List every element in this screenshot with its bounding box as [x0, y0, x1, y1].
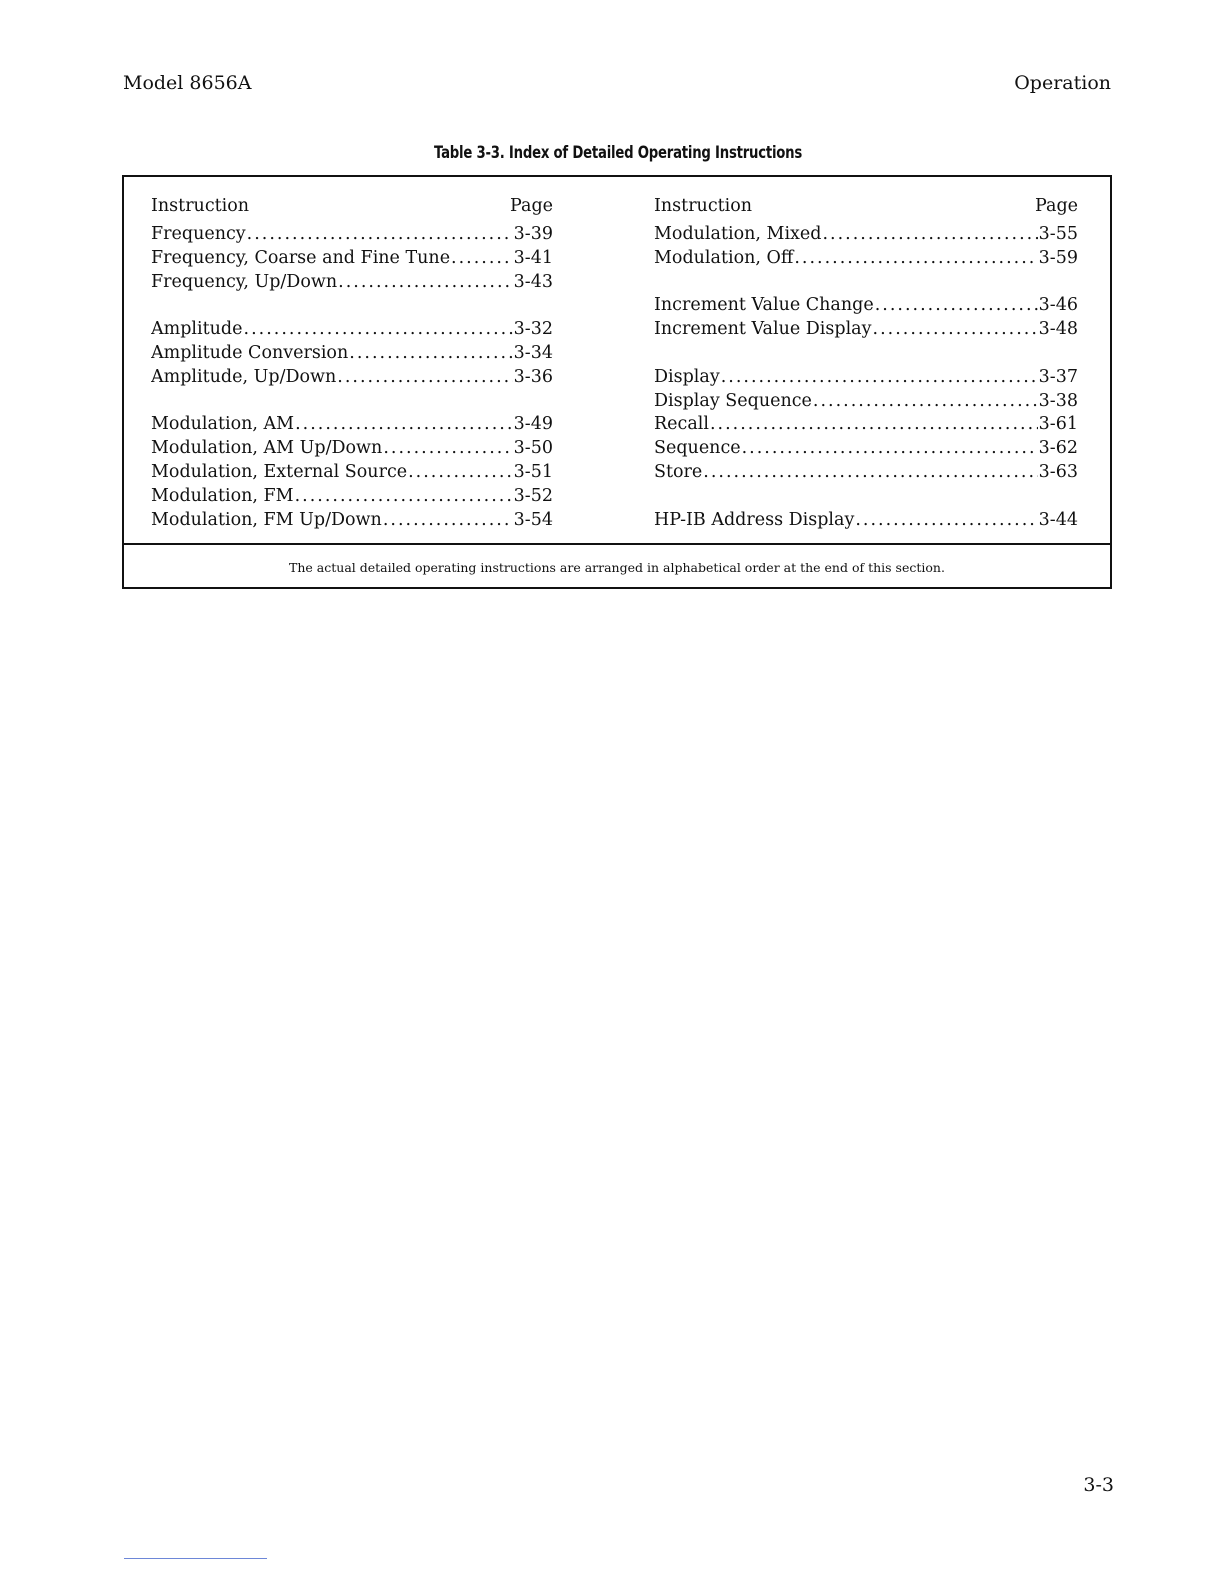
list-item: [654, 318, 1078, 342]
header-section: Operation: [1014, 72, 1111, 94]
leader-dots: [855, 509, 1037, 533]
entry-page: 3-63: [1038, 461, 1078, 482]
entry-name: Frequency: [151, 224, 246, 244]
list-item: [151, 223, 553, 247]
entry-name: Modulation, FM: [151, 485, 294, 506]
list-item: [654, 437, 1078, 461]
entry-name: Amplitude Conversion: [151, 342, 349, 363]
left-heading-instruction: Instruction: [151, 196, 250, 216]
entry-name: Modulation, FM Up/Down: [151, 509, 382, 530]
list-item: [654, 413, 1078, 437]
table-bottom-rule: [122, 587, 1112, 589]
entry-name: Sequence: [654, 438, 741, 459]
entry-name: Increment Value Display: [654, 319, 872, 340]
entry-page: 3-55: [1038, 224, 1078, 244]
left-entry-list: [151, 223, 553, 532]
scan-artifact-line: [124, 1558, 267, 1559]
leader-dots: [742, 437, 1038, 461]
entry-page: 3-52: [513, 485, 553, 506]
right-column: [654, 193, 1078, 532]
list-item: [151, 342, 553, 366]
entry-name: Recall: [654, 414, 709, 435]
entry-page: 3-59: [1038, 247, 1078, 268]
leader-dots: [383, 509, 513, 533]
entry-page: 3-50: [513, 438, 553, 459]
entry-page: 3-62: [1038, 438, 1078, 459]
left-column: [151, 193, 553, 532]
entry-page: 3-48: [1038, 319, 1078, 340]
leader-dots: [703, 461, 1037, 485]
entry-page: 3-38: [1038, 390, 1078, 411]
list-item: [654, 509, 1078, 533]
entry-name: Modulation, AM Up/Down: [151, 438, 383, 459]
leader-dots: [244, 318, 513, 342]
leader-dots: [794, 247, 1037, 271]
leader-dots: [247, 223, 513, 247]
table-footnote: The actual detailed operating instructions are arranged in alphabetical order at the end of this section.: [289, 560, 945, 575]
leader-dots: [408, 461, 513, 485]
table-top-rule: [122, 175, 1112, 177]
leader-dots: [822, 223, 1037, 247]
entry-name: HP-IB Address Display: [654, 509, 855, 530]
right-column-header: [654, 193, 1078, 223]
table-right-rule: [1110, 175, 1112, 589]
entry-page: 3-54: [513, 509, 553, 530]
entry-name: Amplitude, Up/Down: [151, 366, 337, 387]
entry-page: 3-37: [1038, 366, 1078, 387]
table-footnote-rule: [122, 543, 1112, 545]
list-item: [151, 437, 553, 461]
entry-name: Amplitude: [151, 319, 243, 340]
leader-dots: [337, 366, 512, 390]
entry-name: Modulation, Off: [654, 247, 794, 268]
leader-dots: [875, 294, 1038, 318]
right-heading-instruction: Instruction: [654, 196, 753, 216]
entry-name: Modulation, Mixed: [654, 224, 822, 244]
entry-page: 3-36: [513, 366, 553, 387]
entry-name: Frequency, Coarse and Fine Tune: [151, 247, 451, 268]
spacer: [654, 271, 1078, 295]
table-title: Table 3-3. Index of Detailed Operating Instructions: [433, 143, 803, 163]
spacer: [654, 342, 1078, 366]
right-entry-list: [654, 223, 1078, 532]
entry-page: 3-49: [513, 414, 553, 435]
list-item: [151, 318, 553, 342]
list-item: [654, 247, 1078, 271]
entry-name: Display: [654, 366, 720, 387]
leader-dots: [338, 271, 513, 295]
list-item: [654, 461, 1078, 485]
list-item: [151, 485, 553, 509]
entry-page: 3-51: [513, 461, 553, 482]
entry-page: 3-61: [1038, 414, 1078, 435]
entry-page: 3-46: [1038, 295, 1078, 316]
entry-name: Modulation, AM: [151, 414, 295, 435]
left-heading-page: Page: [510, 196, 553, 216]
list-item: [151, 247, 553, 271]
entry-name: Increment Value Change: [654, 295, 874, 316]
entry-name: Display Sequence: [654, 390, 812, 411]
entry-page: 3-44: [1038, 509, 1078, 530]
leader-dots: [451, 247, 513, 271]
list-item: [151, 509, 553, 533]
leader-dots: [349, 342, 512, 366]
right-heading-page: Page: [1035, 196, 1078, 216]
list-item: [654, 294, 1078, 318]
spacer: [654, 485, 1078, 509]
spacer: [151, 390, 553, 414]
list-item: [654, 223, 1078, 247]
entry-name: Store: [654, 461, 703, 482]
list-item: [151, 366, 553, 390]
entry-page: 3-39: [513, 224, 553, 244]
leader-dots: [383, 437, 512, 461]
leader-dots: [813, 390, 1038, 414]
list-item: [654, 366, 1078, 390]
leader-dots: [721, 366, 1038, 390]
leader-dots: [295, 413, 513, 437]
leader-dots: [873, 318, 1038, 342]
table-left-rule: [122, 175, 124, 589]
list-item: [151, 461, 553, 485]
spacer: [151, 294, 553, 318]
list-item: [654, 390, 1078, 414]
leader-dots: [295, 485, 513, 509]
entry-page: 3-43: [513, 271, 553, 292]
entry-page: 3-34: [513, 342, 553, 363]
entry-name: Frequency, Up/Down: [151, 271, 338, 292]
page-number: 3-3: [1083, 1474, 1114, 1496]
entry-name: Modulation, External Source: [151, 461, 408, 482]
header-model: Model 8656A: [123, 72, 252, 94]
leader-dots: [710, 413, 1038, 437]
list-item: [151, 271, 553, 295]
list-item: [151, 413, 553, 437]
entry-page: 3-32: [513, 319, 553, 340]
entry-page: 3-41: [513, 247, 553, 268]
left-column-header: [151, 193, 553, 223]
